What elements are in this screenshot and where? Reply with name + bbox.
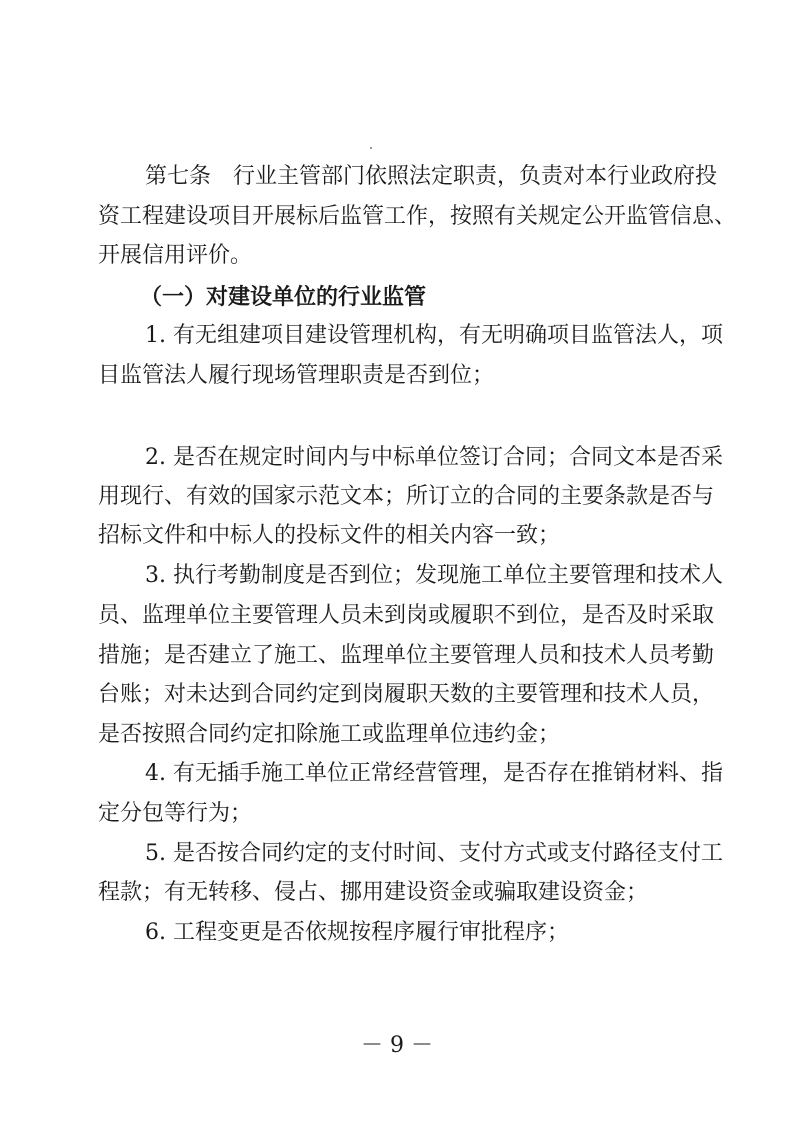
page-number: － 9 －	[361, 1033, 433, 1058]
article-line-3: 开展信用评价。	[98, 243, 253, 268]
article-line-1: 第七条 行业主管部门依照法定职责，负责对本行业政府投	[145, 164, 718, 189]
article-label: 第七条	[145, 164, 212, 189]
scan-speck	[370, 147, 372, 149]
document-page: 第七条 行业主管部门依照法定职责，负责对本行业政府投 资工程建设项目开展标后监管工作，按照有关规定公开监管信息、 开展信用评价。 （一）对建设单位的行业监管 1. 有无组建项目建设管理机构，有无明确项目监管法人，项 目监管法人履行现场管理职责是否到位； 2. 是否在规定时间内与中标单位签订合同；合同文本是否采 用现行、有效的国家示范文本；所订立的合同的主要条款是否与 招标文件和中标人的投标文件的相关内容一致； 3. 执行考勤制度是否到位；发现施工单位主要管理和技术人 员、监理单位主要管理人员未到岗或履职不到位，是否及时采取 措施；是否建立了施工、监理单位主要管理人员和技术人员考勤 台账；对未达到合同约定到岗履职天数的主要管理和技术人员， 是否按照合同约定扣除施工或监理单位违约金； 4. 有无插手施工单位正常经营管理，是否存在推销材料、指 定分包等行为； 5. 是否按合同约定的支付时间、支付方式或支付路径支付工 程款；有无转移、侵占、挪用建设资金或骗取建设资金； 6. 工程变更是否依规按程序履行审批程序； － 9 －	[0, 0, 794, 1122]
article-line-2: 资工程建设项目开展标后监管工作，按照有关规定公开监管信息、	[98, 204, 737, 229]
